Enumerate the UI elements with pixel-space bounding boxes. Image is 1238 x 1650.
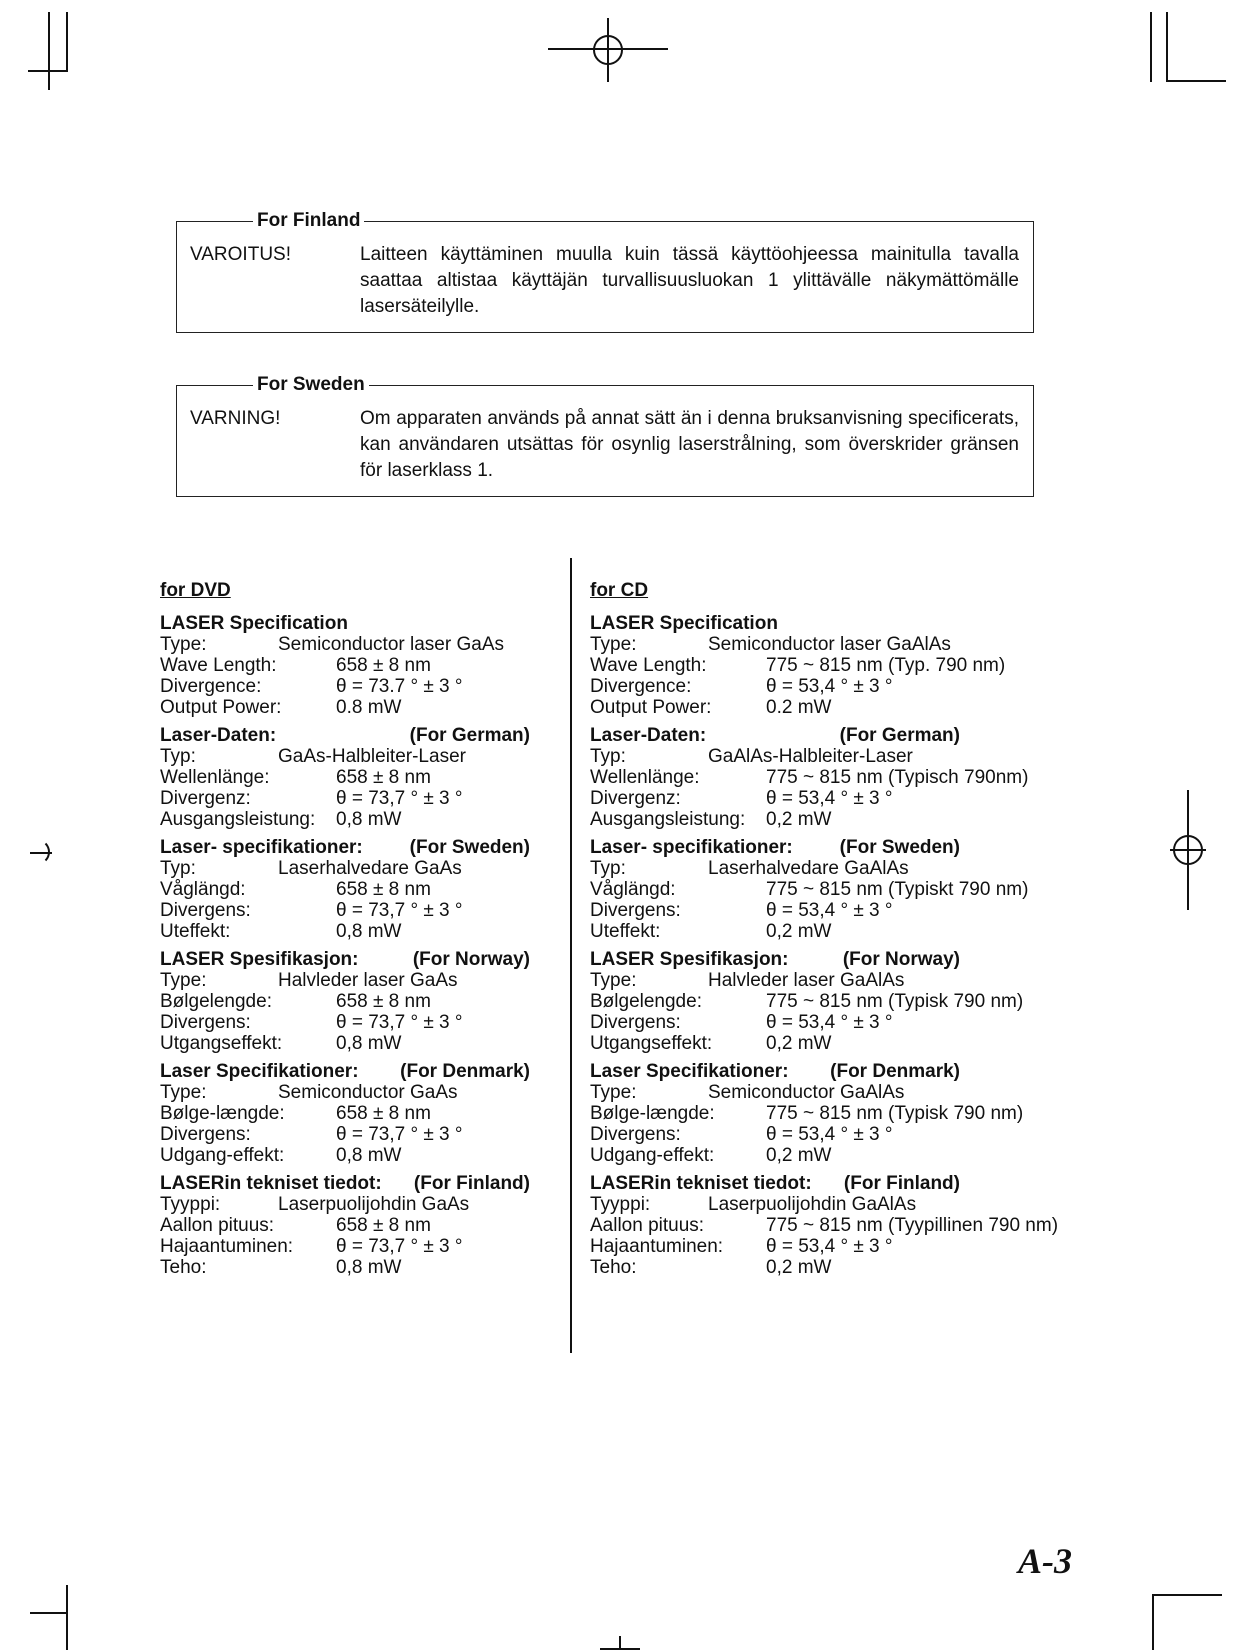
spec-row bbox=[160, 634, 580, 655]
dvd-spec-block bbox=[160, 725, 580, 830]
spec-value: 775 ~ 815 nm (Typisk 790 nm) bbox=[766, 1103, 1024, 1124]
spec-value: θ = 53,4 ° ± 3 ° bbox=[766, 1124, 893, 1145]
spec-key: Typ: bbox=[160, 858, 196, 879]
cd-spec-title bbox=[590, 725, 960, 746]
cd-spec-block bbox=[590, 613, 1110, 718]
spec-value: GaAlAs-Halbleiter-Laser bbox=[708, 746, 913, 767]
spec-key: Aallon pituus: bbox=[160, 1215, 275, 1236]
spec-row bbox=[590, 788, 1110, 809]
dvd-spec-title bbox=[160, 725, 530, 746]
sweden-warning-text: Om apparaten används på annat sätt än i denna bruksanvisning specificerats, kan användaren utsättas för osynlig laserstrålning, som överskrider gränsen för laserklass 1. bbox=[360, 408, 1019, 481]
spec-key: Bølgelengde: bbox=[160, 991, 272, 1012]
spec-value: Semiconductor GaAs bbox=[278, 1082, 458, 1103]
spec-key: Udgang-effekt: bbox=[590, 1145, 715, 1166]
spec-key: Divergens: bbox=[590, 1012, 681, 1033]
finland-warning-text: Laitteen käyttäminen muulla kuin tässä käyttöohjeessa mainitulla tavalla saattaa altistaa käyttäjän turvallisuusluokan 1 ylittävälle näkymättömälle lasersäteilylle. bbox=[360, 244, 1019, 317]
spec-value: Halvleder laser GaAlAs bbox=[708, 970, 905, 991]
spec-value: Laserhalvedare GaAs bbox=[278, 858, 462, 879]
spec-row bbox=[590, 1124, 1110, 1145]
spec-row bbox=[160, 1124, 580, 1145]
spec-value: θ = 73,7 ° ± 3 ° bbox=[336, 900, 463, 921]
spec-row bbox=[590, 879, 1110, 900]
crop-mark-top-left-v1 bbox=[48, 12, 50, 90]
spec-value: 775 ~ 815 nm (Typisk 790 nm) bbox=[766, 991, 1024, 1012]
spec-row bbox=[160, 1033, 580, 1054]
spec-row bbox=[590, 634, 1110, 655]
spec-value: Semiconductor GaAlAs bbox=[708, 1082, 905, 1103]
spec-row bbox=[160, 788, 580, 809]
crop-mark-bottom-left-v bbox=[66, 1585, 68, 1650]
spec-row bbox=[160, 858, 580, 879]
spec-language-tag: (For Sweden) bbox=[839, 837, 960, 858]
spec-language-tag: (For Sweden) bbox=[409, 837, 530, 858]
spec-value: 775 ~ 815 nm (Tyypillinen 790 nm) bbox=[766, 1215, 1059, 1236]
spec-value: θ = 73.7 ° ± 3 ° bbox=[336, 676, 463, 697]
spec-key: Wellenlänge: bbox=[590, 767, 700, 788]
spec-title-text: LASERin tekniset tiedot: bbox=[590, 1173, 812, 1194]
spec-title-text: Laser- specifikationer: bbox=[590, 837, 793, 858]
spec-value: θ = 53,4 ° ± 3 ° bbox=[766, 1236, 893, 1257]
sweden-warning-label: VARNING! bbox=[190, 408, 281, 429]
spec-value: 0,2 mW bbox=[766, 1145, 832, 1166]
spec-key: Wave Length: bbox=[160, 655, 277, 676]
spec-key: Tyyppi: bbox=[590, 1194, 651, 1215]
spec-row bbox=[590, 921, 1110, 942]
spec-row bbox=[590, 1257, 1110, 1278]
spec-value: 0,8 mW bbox=[336, 1257, 402, 1278]
spec-row bbox=[160, 697, 580, 718]
spec-value: θ = 53,4 ° ± 3 ° bbox=[766, 1012, 893, 1033]
spec-value: Semiconductor laser GaAs bbox=[278, 634, 504, 655]
spec-row bbox=[160, 1236, 580, 1257]
spec-key: Type: bbox=[160, 634, 207, 655]
spec-key: Utgangseffekt: bbox=[590, 1033, 713, 1054]
spec-value: GaAs-Halbleiter-Laser bbox=[278, 746, 466, 767]
spec-language-tag: (For German) bbox=[409, 725, 530, 746]
spec-value: 658 ± 8 nm bbox=[336, 1103, 431, 1124]
spec-row bbox=[590, 809, 1110, 830]
spec-value: θ = 73,7 ° ± 3 ° bbox=[336, 1236, 463, 1257]
cd-spec-blocks bbox=[590, 613, 1110, 1278]
spec-key: Våglängd: bbox=[590, 879, 676, 900]
spec-value: 0.8 mW bbox=[336, 697, 402, 718]
spec-title-text: Laser- specifikationer: bbox=[160, 837, 363, 858]
spec-value: θ = 73,7 ° ± 3 ° bbox=[336, 1012, 463, 1033]
spec-row bbox=[590, 1103, 1110, 1124]
spec-key: Bølge-længde: bbox=[590, 1103, 715, 1124]
spec-value: θ = 73,7 ° ± 3 ° bbox=[336, 1124, 463, 1145]
spec-row bbox=[160, 991, 580, 1012]
spec-row bbox=[590, 1194, 1110, 1215]
dvd-column bbox=[160, 580, 580, 1285]
spec-key: Wellenlänge: bbox=[160, 767, 270, 788]
spec-title-text: LASER Specification bbox=[160, 613, 348, 634]
spec-value: 0,8 mW bbox=[336, 1145, 402, 1166]
dvd-spec-title bbox=[160, 613, 530, 634]
spec-key: Divergens: bbox=[160, 1124, 251, 1145]
spec-row bbox=[160, 809, 580, 830]
spec-key: Bølgelengde: bbox=[590, 991, 702, 1012]
spec-value: 775 ~ 815 nm (Typiskt 790 nm) bbox=[766, 879, 1029, 900]
registration-mark-bottom-icon bbox=[600, 1636, 640, 1650]
dvd-spec-block bbox=[160, 1061, 580, 1166]
cd-spec-title bbox=[590, 1173, 960, 1194]
spec-language-tag: (For Denmark) bbox=[400, 1061, 530, 1082]
spec-value: 0,2 mW bbox=[766, 809, 832, 830]
spec-key: Type: bbox=[160, 1082, 207, 1103]
spec-value: Halvleder laser GaAs bbox=[278, 970, 458, 991]
page-number: A-3 bbox=[1018, 1541, 1072, 1581]
cd-spec-title bbox=[590, 613, 960, 634]
spec-key: Type: bbox=[590, 634, 637, 655]
spec-key: Hajaantuminen: bbox=[590, 1236, 724, 1257]
crop-mark-top-right-v1 bbox=[1150, 12, 1152, 82]
spec-value: 658 ± 8 nm bbox=[336, 991, 431, 1012]
spec-row bbox=[160, 900, 580, 921]
crop-mark-top-left-h bbox=[28, 70, 68, 72]
spec-row bbox=[160, 746, 580, 767]
spec-title-text: LASERin tekniset tiedot: bbox=[160, 1173, 382, 1194]
spec-value: 0,8 mW bbox=[336, 1033, 402, 1054]
crop-mark-top-right-h bbox=[1166, 80, 1226, 82]
spec-row bbox=[590, 767, 1110, 788]
spec-key: Udgang-effekt: bbox=[160, 1145, 285, 1166]
spec-key: Divergens: bbox=[160, 900, 251, 921]
spec-key: Teho: bbox=[160, 1257, 207, 1278]
spec-value: Semiconductor laser GaAlAs bbox=[708, 634, 951, 655]
spec-row bbox=[590, 900, 1110, 921]
dvd-spec-block bbox=[160, 837, 580, 942]
spec-key: Type: bbox=[590, 1082, 637, 1103]
dvd-spec-block bbox=[160, 949, 580, 1054]
spec-value: 0,2 mW bbox=[766, 921, 832, 942]
crop-mark-bottom-left-h bbox=[30, 1612, 68, 1614]
spec-row bbox=[590, 697, 1110, 718]
sweden-warning-box bbox=[176, 374, 1034, 497]
spec-key: Ausgangsleistung: bbox=[160, 809, 316, 830]
dvd-spec-title bbox=[160, 949, 530, 970]
dvd-spec-title bbox=[160, 1061, 530, 1082]
dvd-heading: for DVD bbox=[160, 580, 231, 601]
cd-spec-block bbox=[590, 1061, 1110, 1166]
spec-key: Output Power: bbox=[590, 697, 712, 718]
spec-row bbox=[590, 1033, 1110, 1054]
spec-key: Type: bbox=[160, 970, 207, 991]
crop-mark-top-right-v2 bbox=[1166, 12, 1168, 82]
dvd-spec-blocks bbox=[160, 613, 580, 1278]
finland-warning-box bbox=[176, 210, 1034, 333]
dvd-spec-block bbox=[160, 1173, 580, 1278]
cd-heading: for CD bbox=[590, 580, 649, 601]
column-divider bbox=[570, 558, 572, 1353]
cd-spec-block bbox=[590, 949, 1110, 1054]
spec-value: 658 ± 8 nm bbox=[336, 879, 431, 900]
spec-key: Typ: bbox=[590, 858, 626, 879]
spec-row bbox=[590, 858, 1110, 879]
spec-value: Laserhalvedare GaAlAs bbox=[708, 858, 909, 879]
spec-key: Divergens: bbox=[590, 1124, 681, 1145]
cd-spec-block bbox=[590, 725, 1110, 830]
sweden-warning-legend: For Sweden bbox=[253, 373, 369, 397]
spec-row bbox=[160, 970, 580, 991]
spec-title-text: LASER Spesifikasjon: bbox=[590, 949, 789, 970]
cd-column bbox=[590, 580, 1110, 1285]
spec-key: Wave Length: bbox=[590, 655, 707, 676]
spec-language-tag: (For Norway) bbox=[842, 949, 960, 970]
spec-value: 658 ± 8 nm bbox=[336, 767, 431, 788]
finland-warning-label: VAROITUS! bbox=[190, 244, 291, 265]
spec-value: θ = 53,4 ° ± 3 ° bbox=[766, 676, 893, 697]
spec-row bbox=[160, 655, 580, 676]
spec-title-text: Laser Specifikationer: bbox=[160, 1061, 359, 1082]
spec-title-text: LASER Specification bbox=[590, 613, 778, 634]
spec-row bbox=[160, 1194, 580, 1215]
crop-mark-top-left-v2 bbox=[66, 12, 68, 72]
spec-key: Aallon pituus: bbox=[590, 1215, 705, 1236]
spec-title-text: Laser-Daten: bbox=[590, 725, 707, 746]
spec-value: 0,8 mW bbox=[336, 809, 402, 830]
crop-mark-bottom-right-h bbox=[1152, 1594, 1222, 1596]
spec-row bbox=[160, 1257, 580, 1278]
spec-language-tag: (For Norway) bbox=[412, 949, 530, 970]
spec-key: Teho: bbox=[590, 1257, 637, 1278]
cd-spec-title bbox=[590, 1061, 960, 1082]
spec-key: Divergens: bbox=[160, 1012, 251, 1033]
spec-row bbox=[160, 1145, 580, 1166]
spec-value: 775 ~ 815 nm (Typisch 790nm) bbox=[766, 767, 1029, 788]
spec-row bbox=[590, 746, 1110, 767]
spec-value: θ = 53,4 ° ± 3 ° bbox=[766, 788, 893, 809]
spec-row bbox=[160, 921, 580, 942]
spec-key: Tyyppi: bbox=[160, 1194, 221, 1215]
spec-row bbox=[160, 767, 580, 788]
spec-key: Typ: bbox=[590, 746, 626, 767]
registration-mark-right-icon bbox=[1168, 790, 1208, 910]
spec-key: Uteffekt: bbox=[160, 921, 231, 942]
spec-key: Divergens: bbox=[590, 900, 681, 921]
spec-language-tag: (For Denmark) bbox=[830, 1061, 960, 1082]
spec-key: Divergenz: bbox=[590, 788, 681, 809]
spec-language-tag: (For German) bbox=[839, 725, 960, 746]
spec-title-text: LASER Spesifikasjon: bbox=[160, 949, 359, 970]
registration-mark-top-icon bbox=[548, 18, 668, 82]
spec-value: 0,2 mW bbox=[766, 1257, 832, 1278]
finland-warning-legend: For Finland bbox=[253, 209, 364, 233]
cd-spec-title bbox=[590, 949, 960, 970]
spec-key: Uteffekt: bbox=[590, 921, 661, 942]
dvd-spec-title bbox=[160, 1173, 530, 1194]
spec-key: Divergence: bbox=[160, 676, 262, 697]
spec-key: Output Power: bbox=[160, 697, 282, 718]
spec-value: Laserpuolijohdin GaAlAs bbox=[708, 1194, 917, 1215]
spec-row bbox=[160, 1082, 580, 1103]
spec-title-text: Laser Specifikationer: bbox=[590, 1061, 789, 1082]
cd-spec-block bbox=[590, 1173, 1110, 1278]
dvd-spec-title bbox=[160, 837, 530, 858]
spec-row bbox=[160, 676, 580, 697]
spec-value: θ = 73,7 ° ± 3 ° bbox=[336, 788, 463, 809]
spec-key: Divergenz: bbox=[160, 788, 251, 809]
spec-row bbox=[160, 1012, 580, 1033]
spec-row bbox=[590, 970, 1110, 991]
registration-mark-left-icon bbox=[30, 838, 52, 868]
cd-spec-block bbox=[590, 837, 1110, 942]
spec-key: Ausgangsleistung: bbox=[590, 809, 746, 830]
spec-row bbox=[590, 1145, 1110, 1166]
spec-value: 0,2 mW bbox=[766, 1033, 832, 1054]
spec-key: Bølge-længde: bbox=[160, 1103, 285, 1124]
cd-spec-title bbox=[590, 837, 960, 858]
spec-language-tag: (For Finland) bbox=[843, 1173, 960, 1194]
spec-value: 0.2 mW bbox=[766, 697, 832, 718]
spec-key: Type: bbox=[590, 970, 637, 991]
crop-mark-bottom-right-v bbox=[1152, 1595, 1154, 1650]
spec-row bbox=[590, 1012, 1110, 1033]
spec-value: Laserpuolijohdin GaAs bbox=[278, 1194, 470, 1215]
spec-row bbox=[590, 1082, 1110, 1103]
dvd-spec-block bbox=[160, 613, 580, 718]
spec-row bbox=[160, 879, 580, 900]
spec-key: Utgangseffekt: bbox=[160, 1033, 283, 1054]
spec-key: Hajaantuminen: bbox=[160, 1236, 294, 1257]
spec-value: 658 ± 8 nm bbox=[336, 1215, 431, 1236]
spec-value: 0,8 mW bbox=[336, 921, 402, 942]
spec-row bbox=[590, 1236, 1110, 1257]
spec-key: Divergence: bbox=[590, 676, 692, 697]
spec-key: Våglängd: bbox=[160, 879, 246, 900]
spec-value: θ = 53,4 ° ± 3 ° bbox=[766, 900, 893, 921]
spec-key: Typ: bbox=[160, 746, 196, 767]
spec-value: 658 ± 8 nm bbox=[336, 655, 431, 676]
spec-row bbox=[590, 676, 1110, 697]
spec-value: 775 ~ 815 nm (Typ. 790 nm) bbox=[766, 655, 1006, 676]
spec-row bbox=[160, 1215, 580, 1236]
spec-title-text: Laser-Daten: bbox=[160, 725, 277, 746]
spec-row bbox=[590, 991, 1110, 1012]
spec-row bbox=[590, 1215, 1110, 1236]
spec-row bbox=[160, 1103, 580, 1124]
spec-language-tag: (For Finland) bbox=[413, 1173, 530, 1194]
spec-row bbox=[590, 655, 1110, 676]
